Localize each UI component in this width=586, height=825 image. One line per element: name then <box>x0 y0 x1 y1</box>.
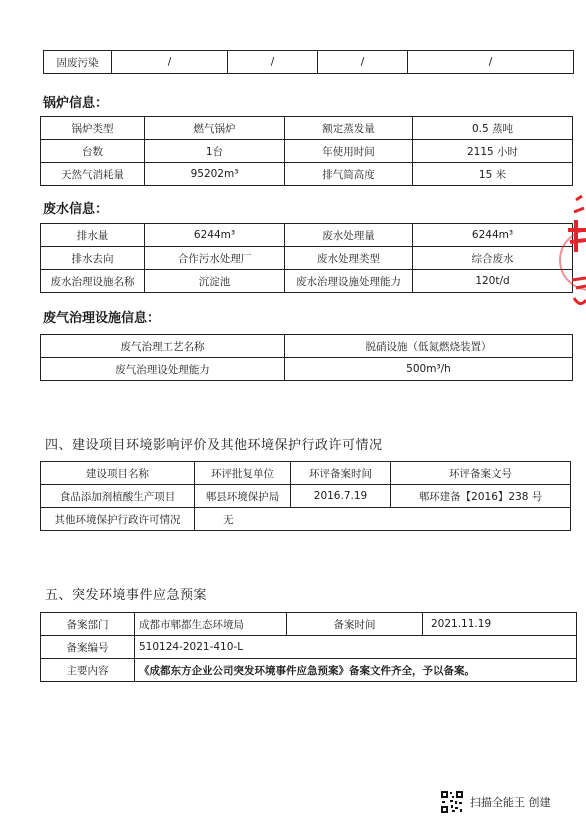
boiler-table <box>40 116 573 186</box>
solid-waste-label: 固废污染 <box>44 51 112 74</box>
wastewater-heading: 废水信息： <box>43 202 109 217</box>
eia-cell: 郫环建备【2016】238 号 <box>391 485 571 508</box>
eia-table <box>40 461 571 531</box>
eia-other-row <box>41 508 571 531</box>
plan-row <box>41 636 577 659</box>
wastewater-cell: 排水去向 <box>41 247 145 270</box>
plan-content-value: 《成都东方企业公司突发环境事件应急预案》备案文件齐全，予以备案。 <box>135 659 577 682</box>
wastewater-cell: 废水治理设施名称 <box>41 270 145 293</box>
eia-other-label: 其他环境保护行政许可情况 <box>41 508 195 531</box>
exhaust-cell: 500m³/h <box>285 358 573 381</box>
section4-heading: 四、建设项目环境影响评价及其他环境保护行政许可情况 <box>45 438 383 453</box>
section5-heading: 五、突发环境事件应急预案 <box>45 588 208 603</box>
boiler-cell: 锅炉类型 <box>41 117 145 140</box>
eia-header: 建设项目名称 <box>41 462 195 485</box>
exhaust-row <box>41 358 573 381</box>
emergency-plan-table <box>40 612 577 682</box>
wastewater-cell: 排水量 <box>41 224 145 247</box>
plan-time-label: 备案时间 <box>287 613 423 636</box>
boiler-heading: 锅炉信息： <box>43 96 109 111</box>
eia-row <box>41 485 571 508</box>
solid-waste-v3: / <box>318 51 408 74</box>
boiler-cell: 天然气消耗量 <box>41 163 145 186</box>
exhaust-cell: 废气治理工艺名称 <box>41 335 285 358</box>
exhaust-heading: 废气治理设施信息： <box>43 311 161 326</box>
boiler-cell: 燃气锅炉 <box>145 117 285 140</box>
plan-row <box>41 659 577 682</box>
wastewater-cell: 废水处理类型 <box>285 247 413 270</box>
wastewater-cell: 6244m³ <box>145 224 285 247</box>
exhaust-cell: 废气治理设处理能力 <box>41 358 285 381</box>
wastewater-cell: 合作污水处理厂 <box>145 247 285 270</box>
boiler-cell: 1台 <box>145 140 285 163</box>
qr-code-icon <box>440 790 464 814</box>
solid-waste-v1: / <box>112 51 228 74</box>
eia-cell: 食品添加剂植酸生产项目 <box>41 485 195 508</box>
plan-dept-value: 成都市郫都生态环境局 <box>135 613 287 636</box>
solid-waste-table <box>43 50 574 74</box>
eia-other-value: 无 <box>195 508 571 531</box>
wastewater-cell: 120t/d <box>413 270 573 293</box>
eia-header-row <box>41 462 571 485</box>
plan-no-label: 备案编号 <box>41 636 135 659</box>
wastewater-row <box>41 224 573 247</box>
solid-waste-v4: / <box>408 51 574 74</box>
plan-time-value: 2021.11.19 <box>423 613 577 636</box>
exhaust-cell: 脱硝设施（低氮燃烧装置） <box>285 335 573 358</box>
boiler-cell: 年使用时间 <box>285 140 413 163</box>
boiler-cell: 台数 <box>41 140 145 163</box>
wastewater-cell: 综合废水 <box>413 247 573 270</box>
scanner-watermark <box>440 790 551 814</box>
eia-header: 环评批复单位 <box>195 462 291 485</box>
eia-header: 环评备案文号 <box>391 462 571 485</box>
wastewater-cell: 废水处理量 <box>285 224 413 247</box>
wastewater-cell: 沉淀池 <box>145 270 285 293</box>
exhaust-row <box>41 335 573 358</box>
exhaust-table <box>40 334 573 381</box>
wastewater-table <box>40 223 573 293</box>
wastewater-cell: 6244m³ <box>413 224 573 247</box>
boiler-cell: 额定蒸发量 <box>285 117 413 140</box>
solid-waste-row <box>44 51 574 74</box>
red-seal-stamp <box>546 190 586 330</box>
boiler-row <box>41 140 573 163</box>
plan-no-value: 510124-2021-410-L <box>135 636 577 659</box>
plan-content-label: 主要内容 <box>41 659 135 682</box>
solid-waste-v2: / <box>228 51 318 74</box>
eia-cell: 郫县环境保护局 <box>195 485 291 508</box>
boiler-cell: 0.5 蒸吨 <box>413 117 573 140</box>
plan-dept-label: 备案部门 <box>41 613 135 636</box>
eia-cell: 2016.7.19 <box>291 485 391 508</box>
wastewater-row <box>41 247 573 270</box>
boiler-cell: 排气筒高度 <box>285 163 413 186</box>
wastewater-cell: 废水治理设施处理能力 <box>285 270 413 293</box>
boiler-cell: 95202m³ <box>145 163 285 186</box>
boiler-row <box>41 163 573 186</box>
watermark-text: 扫描全能王 创建 <box>470 796 551 809</box>
boiler-row <box>41 117 573 140</box>
eia-header: 环评备案时间 <box>291 462 391 485</box>
wastewater-row <box>41 270 573 293</box>
boiler-cell: 2115 小时 <box>413 140 573 163</box>
plan-row <box>41 613 577 636</box>
boiler-cell: 15 米 <box>413 163 573 186</box>
